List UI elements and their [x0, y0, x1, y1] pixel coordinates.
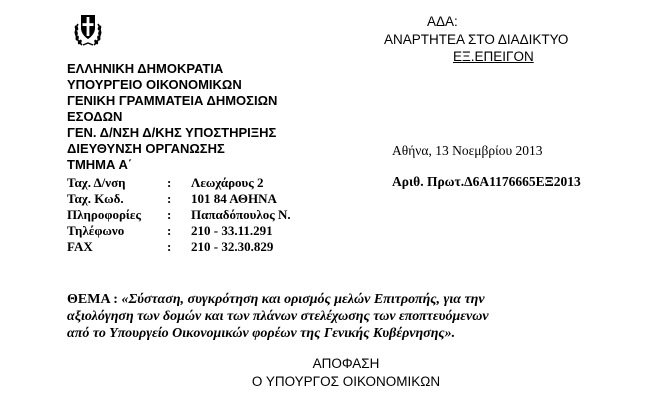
contact-label-postcode: Ταχ. Κωδ.: [67, 191, 124, 206]
contact-colon: :: [167, 223, 172, 238]
subject-text-2: αξιολόγηση των δομών και των πλάνων στελέχωσης των εποπτευόμενων: [67, 309, 489, 324]
contact-colon: :: [167, 207, 172, 222]
decision-title: ΑΠΟΦΑΣΗ: [312, 356, 380, 371]
contact-colon: :: [167, 175, 172, 190]
urgency-mark: ΕΞ.ΕΠΕΙΓΟΝ: [453, 49, 534, 64]
contact-label-phone: Τηλέφωνο: [67, 223, 125, 238]
contact-value-address: Λεωχάρους 2: [191, 175, 264, 190]
contact-value-postcode: 101 84 ΑΘΗΝΑ: [191, 191, 277, 206]
issuer-line-directorate: ΔΙΕΥΘΥΝΣΗ ΟΡΓΑΝΩΣΗΣ: [67, 141, 225, 156]
contact-colon: :: [167, 191, 172, 206]
greek-state-emblem-icon: [72, 10, 104, 48]
subject-text-3: από το Υπουργείο Οικονομικών φορέων της Γενικής Κυβέρνησης».: [67, 326, 456, 341]
decision-issuer: Ο ΥΠΟΥΡΓΟΣ ΟΙΚΟΝΟΜΙΚΩΝ: [251, 374, 441, 389]
document-date: Αθήνα, 13 Νοεμβρίου 2013: [392, 143, 543, 158]
contact-label-fax: FAX: [67, 239, 93, 254]
issuer-line-department: ΤΜΗΜΑ Α΄: [67, 157, 133, 172]
ada-label: ΑΔΑ:: [427, 14, 458, 29]
issuer-line-secretariat-cont: ΕΣΟΔΩΝ: [67, 109, 123, 124]
contact-value-info: Παπαδόπουλος Ν.: [191, 207, 291, 222]
issuer-line-ministry: ΥΠΟΥΡΓΕΙΟ ΟΙΚΟΝΟΜΙΚΩΝ: [67, 77, 242, 92]
contact-label-address: Ταχ. Δ/νση: [67, 175, 126, 190]
issuer-line-secretariat: ΓΕΝΙΚΗ ΓΡΑΜΜΑΤΕΙΑ ΔΗΜΟΣΙΩΝ: [67, 93, 278, 108]
subject-line-3: [67, 326, 455, 343]
protocol-number: Αριθ. Πρωτ.Δ6Α1176665ΕΞ2013: [392, 174, 581, 189]
subject-line-2: [67, 309, 489, 326]
subject-line-1: [67, 292, 485, 309]
subject-text-1: «Σύσταση, συγκρότηση και ορισμός μελών Επιτροπής, για την: [121, 292, 485, 307]
contact-value-fax: 210 - 32.30.829: [191, 239, 274, 254]
contact-value-phone: 210 - 33.11.291: [191, 223, 273, 238]
subject-lead: ΘΕΜΑ :: [67, 292, 122, 307]
contact-colon: :: [167, 239, 172, 254]
issuer-line-state: ΕΛΛΗΝΙΚΗ ΔΗΜΟΚΡΑΤΙΑ: [67, 61, 224, 76]
issuer-line-general-directorate: ΓΕΝ. Δ/ΝΣΗ Δ/ΚΗΣ ΥΠΟΣΤΗΡΙΞΗΣ: [67, 125, 277, 140]
contact-label-info: Πληροφορίες: [67, 207, 141, 222]
post-online-notice: ΑΝΑΡΤΗΤΕΑ ΣΤΟ ΔΙΑΔΙΚΤΥΟ: [384, 32, 569, 47]
